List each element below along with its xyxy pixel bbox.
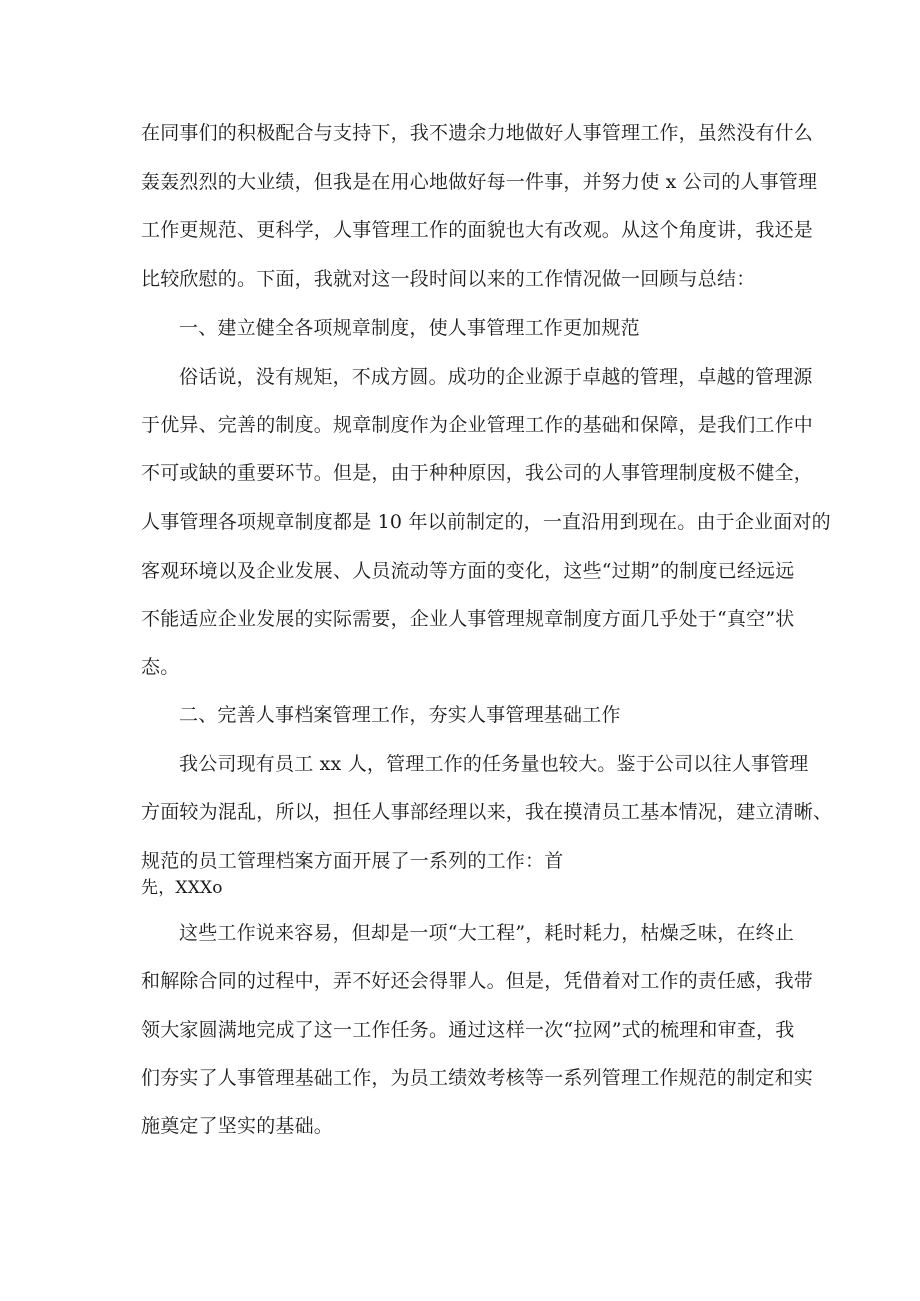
text-line: 不可或缺的重要环节。但是，由于种种原因，我公司的人事管理制度极不健全， xyxy=(141,462,814,484)
text-line: 们夯实了人事管理基础工作，为员工绩效考核等一系列管理工作规范的制定和实 xyxy=(141,1067,814,1089)
section-heading-2: 二、完善人事档案管理工作，夯实人事管理基础工作 xyxy=(179,704,621,726)
text-line: 规范的员工管理档案方面开展了一系列的工作：首 xyxy=(141,850,564,872)
text-line: 轰轰烈烈的大业绩，但我是在用心地做好每一件事，并努力使 x 公司的人事管理 xyxy=(141,171,818,193)
text-line: 于优异、完善的制度。规章制度作为企业管理工作的基础和保障，是我们工作中 xyxy=(141,414,814,436)
text-line: 比较欣慰的。下面，我就对这一段时间以来的工作情况做一回顾与总结： xyxy=(141,268,756,290)
text-line: 方面较为混乱，所以，担任人事部经理以来，我在摸清员工基本情况，建立清晰、 xyxy=(141,801,833,823)
text-line: 施奠定了坚实的基础。 xyxy=(141,1115,334,1137)
text-line: 俗话说，没有规矩，不成方圆。成功的企业源于卓越的管理，卓越的管理源 xyxy=(179,366,813,388)
text-line: 工作更规范、更科学，人事管理工作的面貌也大有改观。从这个角度讲，我还是 xyxy=(141,219,814,241)
text-line: 人事管理各项规章制度都是 10 年以前制定的，一直沿用到现在。由于企业面对的 xyxy=(141,511,831,533)
section-heading-1: 一、建立健全各项规章制度，使人事管理工作更加规范 xyxy=(179,317,640,339)
text-line: 不能适应企业发展的实际需要，企业人事管理规章制度方面几乎处于“真空”状 xyxy=(141,608,795,630)
text-line: 我公司现有员工 xx 人，管理工作的任务量也较大。鉴于公司以往人事管理 xyxy=(179,753,809,775)
text-line: 客观环境以及企业发展、人员流动等方面的变化，这些“过期”的制度已经远远 xyxy=(141,560,795,582)
text-line: 在同事们的积极配合与支持下，我不遗余力地做好人事管理工作，虽然没有什么 xyxy=(141,122,814,144)
text-line: 态。 xyxy=(141,656,180,678)
text-line: 和解除合同的过程中，弄不好还会得罪人。但是，凭借着对工作的责任感，我带 xyxy=(141,970,814,992)
text-line: 这些工作说来容易，但却是一项“大工程”，耗时耗力，枯燥乏味，在终止 xyxy=(179,922,795,944)
text-line: 先，XXXo xyxy=(141,878,223,898)
text-line: 领大家圆满地完成了这一工作任务。通过这样一次“拉网”式的梳理和审查，我 xyxy=(141,1019,795,1041)
